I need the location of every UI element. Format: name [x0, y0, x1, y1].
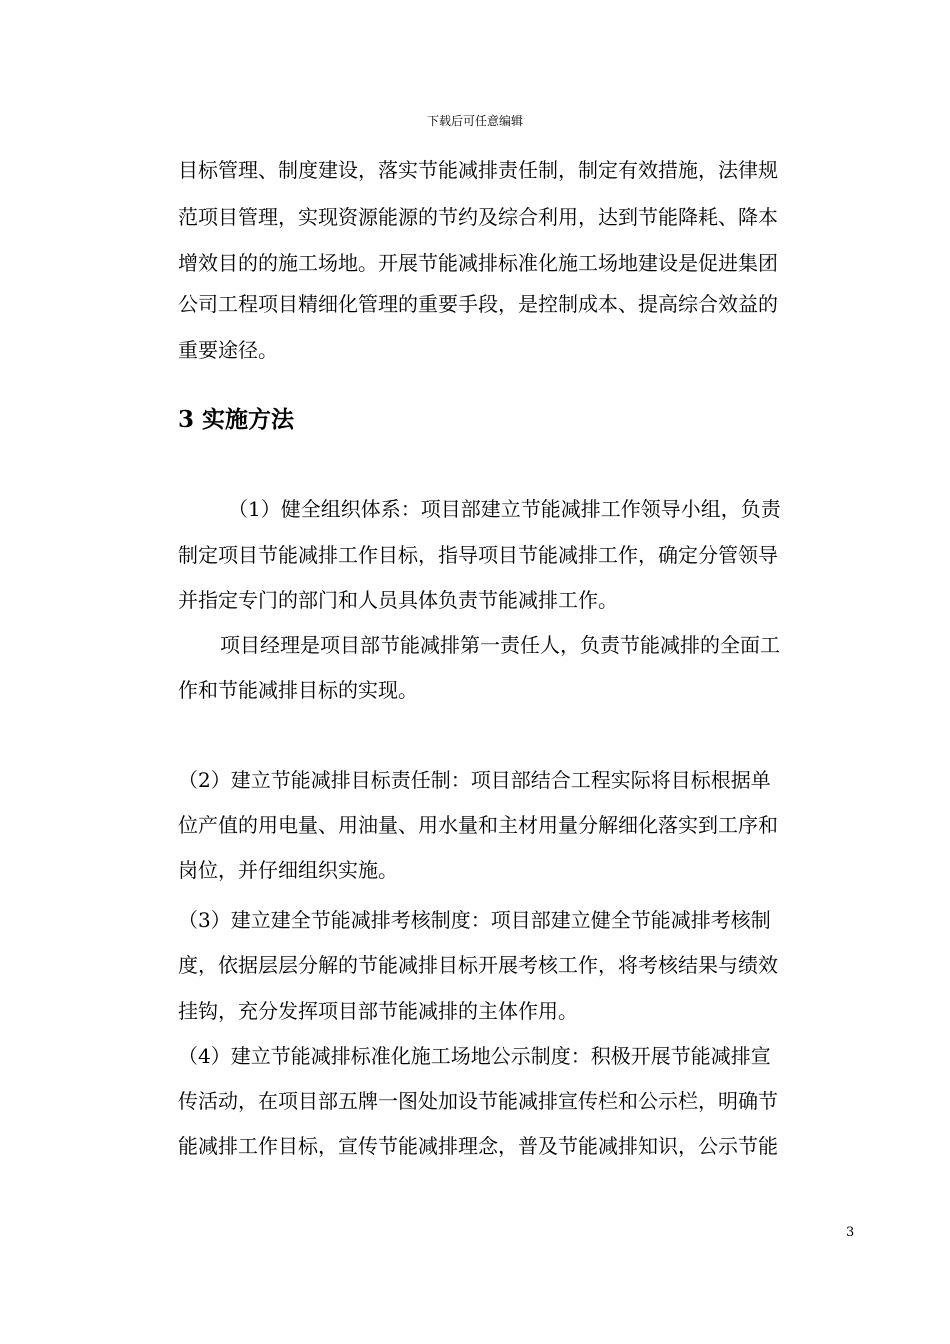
item-1-line-3: 并指定专门的部门和人员具体负责节能减排工作。	[178, 588, 618, 612]
page-number: 3	[846, 1225, 855, 1240]
item-4-line-2: 传活动，在项目部五牌一图处加设节能减排宣传栏和公示栏，明确节	[178, 1089, 778, 1113]
item-3-line-2: 度，依据层层分解的节能减排目标开展考核工作，将考核结果与绩效	[178, 953, 778, 977]
item-1-line-1: （1）健全组织体系：项目部建立节能减排工作领导小组，负责	[228, 497, 781, 521]
intro-line-3: 增效目的的施工场地。开展节能减排标准化施工场地建设是促进集团	[178, 251, 778, 275]
intro-line-2: 范项目管理，实现资源能源的节约及综合利用，达到节能降耗、降本	[178, 205, 778, 229]
item-1-note-line-1: 项目经理是项目部节能减排第一责任人，负责节能减排的全面工	[220, 633, 780, 657]
section-heading: 3 实施方法	[178, 406, 295, 433]
intro-line-5: 重要途径。	[178, 338, 278, 362]
item-1-line-2: 制定项目节能减排工作目标，指导项目节能减排工作，确定分管领导	[178, 543, 778, 567]
item-4-line-1: （4）建立节能减排标准化施工场地公示制度：积极开展节能减排宣	[178, 1044, 771, 1068]
item-2-line-3: 岗位，并仔细组织实施。	[178, 858, 398, 882]
item-1-note-line-2: 作和节能减排目标的实现。	[178, 678, 418, 702]
item-2-line-1: （2）建立节能减排目标责任制：项目部结合工程实际将目标根据单	[178, 768, 771, 792]
item-2-line-2: 位产值的用电量、用油量、用水量和主材用量分解细化落实到工序和	[178, 813, 778, 837]
item-4-line-3: 能减排工作目标，宣传节能减排理念，普及节能减排知识，公示节能	[178, 1134, 778, 1158]
item-3-line-1: （3）建立建全节能减排考核制度：项目部建立健全节能减排考核制	[178, 908, 771, 932]
intro-line-4: 公司工程项目精细化管理的重要手段，是控制成本、提高综合效益的	[178, 292, 778, 316]
intro-line-1: 目标管理、制度建设，落实节能减排责任制，制定有效措施，法律规	[178, 158, 778, 182]
item-3-line-3: 挂钩，充分发挥项目部节能减排的主体作用。	[178, 999, 578, 1023]
page-header: 下载后可任意编辑	[426, 114, 523, 128]
